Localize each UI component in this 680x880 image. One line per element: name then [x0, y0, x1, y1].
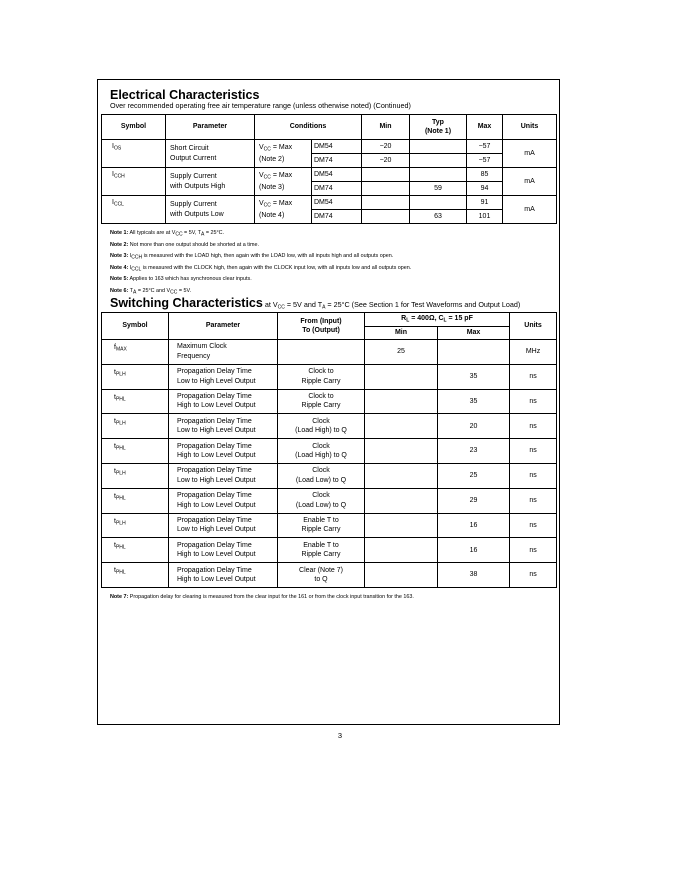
switching-min: 25 — [365, 340, 438, 365]
value-min — [362, 210, 410, 224]
value-max: −57 — [467, 154, 503, 168]
switching-symbol — [102, 340, 169, 365]
note-line — [110, 251, 411, 263]
switching-max: 20 — [438, 414, 510, 439]
note-label: Note 6: — [110, 287, 129, 294]
note-sub-1: A — [132, 289, 137, 295]
sw-cond-sub1: CC — [277, 304, 285, 311]
switching-max: 16 — [438, 513, 510, 538]
note-text-mid: = 5V, T — [182, 230, 201, 236]
symbol-letter: I — [112, 199, 114, 206]
condition-v: V — [259, 143, 264, 151]
value-typ: 59 — [410, 182, 467, 196]
switching-max — [438, 340, 510, 365]
symbol-letter: t — [114, 542, 116, 550]
parameter-line-2: High to Low Level Output — [177, 551, 256, 559]
switching-from-to — [278, 463, 365, 488]
from-line-1: Clock — [312, 442, 330, 450]
switching-symbol — [102, 538, 169, 563]
switching-max: 35 — [438, 364, 510, 389]
value-typ — [410, 168, 467, 182]
note-text-pre: T — [129, 287, 133, 294]
parameter-line-1: Propagation Delay Time — [177, 392, 252, 400]
switching-symbol — [102, 439, 169, 464]
sw-hdr-from — [278, 313, 365, 340]
sw-load-pre: R — [401, 314, 407, 322]
electrical-parameter — [166, 196, 255, 224]
switching-row — [102, 340, 557, 365]
switching-units: ns — [510, 364, 557, 389]
switching-max: 38 — [438, 563, 510, 588]
value-max: 101 — [467, 210, 503, 224]
switching-from-to — [278, 439, 365, 464]
condition-note: (Note 3) — [259, 183, 285, 191]
parameter-line-1: Propagation Delay Time — [177, 368, 252, 376]
symbol-subscript: PHL — [115, 445, 126, 452]
value-min — [362, 182, 410, 196]
switching-symbol — [102, 389, 169, 414]
switching-units: ns — [510, 414, 557, 439]
electrical-row — [102, 196, 557, 210]
from-line-2: to Q — [314, 576, 328, 584]
symbol-letter: t — [114, 492, 116, 500]
device-dm74: DM74 — [312, 154, 362, 168]
switching-from-to — [278, 563, 365, 588]
parameter-line-1: Propagation Delay Time — [177, 467, 252, 475]
switching-row — [102, 439, 557, 464]
parameter-line-1: Maximum Clock — [177, 343, 227, 351]
condition-post: = Max — [270, 171, 293, 179]
condition-note: (Note 2) — [259, 155, 285, 163]
switching-parameter — [169, 513, 278, 538]
symbol-subscript: PHL — [115, 396, 126, 403]
device-dm74: DM74 — [312, 182, 362, 196]
switching-symbol — [102, 414, 169, 439]
symbol-subscript: PHL — [115, 569, 126, 576]
switching-units: ns — [510, 488, 557, 513]
value-typ — [410, 140, 467, 154]
electrical-symbol — [102, 196, 166, 224]
switching-conditions — [263, 300, 520, 309]
note-7-text: Propagation delay for clearing is measured from the clear input for the 161 or from the clock input transition for the 163. — [129, 594, 414, 600]
switching-symbol — [102, 488, 169, 513]
from-line-1: Clock — [312, 492, 330, 500]
condition-v: V — [259, 199, 264, 207]
note-line — [110, 228, 411, 240]
switching-units: ns — [510, 513, 557, 538]
switching-from-to — [278, 488, 365, 513]
sw-hdr-max: Max — [438, 327, 510, 340]
note-text-pre: All typicals are at V — [129, 230, 176, 236]
symbol-letter: t — [114, 418, 116, 426]
switching-units: ns — [510, 463, 557, 488]
switching-table — [101, 312, 557, 588]
from-line-2: (Load High) to Q — [295, 452, 347, 460]
value-min — [362, 196, 410, 210]
parameter-line-1: Propagation Delay Time — [177, 442, 252, 450]
parameter-line-1: Propagation Delay Time — [177, 566, 252, 574]
parameter-line-1: Supply Current — [170, 173, 217, 180]
from-line-1: Clock to — [308, 368, 334, 376]
switching-from-to — [278, 513, 365, 538]
from-line-2: (Load High) to Q — [295, 427, 347, 435]
symbol-subscript: PLH — [115, 420, 126, 427]
switching-from-to — [278, 538, 365, 563]
parameter-line-1: Propagation Delay Time — [177, 516, 252, 524]
note-text-mid: = 25°C and V — [136, 287, 171, 294]
electrical-symbol — [102, 140, 166, 168]
value-min: −20 — [362, 140, 410, 154]
switching-min — [365, 513, 438, 538]
notes-block — [110, 228, 411, 297]
note-line — [110, 240, 411, 252]
switching-from-to — [278, 364, 365, 389]
switching-row — [102, 389, 557, 414]
switching-units: ns — [510, 563, 557, 588]
switching-min — [365, 439, 438, 464]
electrical-row — [102, 140, 557, 154]
condition-note: (Note 4) — [259, 211, 285, 219]
note-label: Note 3: — [110, 253, 129, 259]
from-line-1: Clear (Note 7) — [299, 566, 343, 574]
value-units: mA — [503, 196, 557, 224]
parameter-line-1: Propagation Delay Time — [177, 541, 252, 549]
symbol-letter: t — [114, 517, 116, 525]
switching-min — [365, 538, 438, 563]
hdr-typ-note: (Note 1) — [424, 128, 452, 135]
sw-hdr-parameter: Parameter — [169, 313, 278, 340]
device-dm54: DM54 — [312, 196, 362, 210]
note-sub-2: CC — [170, 289, 178, 295]
from-line-1: Enable T to — [303, 516, 339, 524]
from-line-1: Clock — [312, 417, 330, 425]
switching-parameter — [169, 364, 278, 389]
from-line-2: (Load Low) to Q — [295, 501, 347, 509]
condition-sub: CC — [263, 146, 271, 153]
switching-min — [365, 463, 438, 488]
sw-load-post: = 15 pF — [446, 314, 473, 322]
symbol-subscript: OS — [113, 145, 122, 152]
sw-load-sub2: L — [443, 317, 447, 323]
switching-units: ns — [510, 538, 557, 563]
value-min — [362, 168, 410, 182]
switching-parameter — [169, 439, 278, 464]
hdr-typ — [410, 115, 467, 140]
switching-max: 35 — [438, 389, 510, 414]
parameter-line-1: Short Circuit — [170, 145, 209, 152]
value-max: 94 — [467, 182, 503, 196]
parameter-line-2: Output Current — [170, 154, 217, 162]
parameter-line-1: Propagation Delay Time — [177, 492, 252, 500]
hdr-typ-label: Typ — [432, 118, 444, 126]
parameter-line-2: High to Low Level Output — [177, 402, 256, 410]
electrical-parameter — [166, 168, 255, 196]
note-text-pre: I — [129, 253, 132, 259]
switching-symbol — [102, 463, 169, 488]
switching-min — [365, 414, 438, 439]
electrical-symbol — [102, 168, 166, 196]
symbol-subscript: MAX — [115, 346, 127, 353]
note-text-mid: is measured with the LOAD high, then again with the LOAD low, with all inputs high and all outputs open. — [142, 253, 394, 259]
parameter-line-1: Propagation Delay Time — [177, 417, 252, 425]
symbol-letter: t — [114, 393, 116, 401]
switching-symbol — [102, 513, 169, 538]
switching-row — [102, 414, 557, 439]
note-sub-1: CCL — [131, 266, 142, 272]
switching-from-to — [278, 340, 365, 365]
parameter-line-2: High to Low Level Output — [177, 501, 256, 509]
hdr-parameter: Parameter — [166, 115, 255, 140]
electrical-row — [102, 168, 557, 182]
switching-symbol — [102, 364, 169, 389]
note-sub-1: CC — [175, 231, 183, 238]
from-line-2: (Load Low) to Q — [295, 476, 347, 484]
sw-hdr-from-1: From (Input) — [300, 317, 342, 325]
switching-row — [102, 563, 557, 588]
condition-sub: CC — [263, 202, 271, 209]
note-line — [110, 263, 411, 275]
parameter-line-2: Low to High Level Output — [177, 476, 256, 484]
symbol-subscript: CCL — [113, 201, 124, 208]
sw-hdr-load — [365, 313, 510, 327]
hdr-units: Units — [503, 115, 557, 140]
parameter-line-2: with Outputs High — [170, 182, 226, 190]
switching-row — [102, 463, 557, 488]
hdr-symbol: Symbol — [102, 115, 166, 140]
switching-parameter — [169, 538, 278, 563]
sw-cond-mid: = 5V and T — [284, 300, 323, 309]
switching-max: 25 — [438, 463, 510, 488]
switching-parameter — [169, 488, 278, 513]
parameter-line-2: Low to High Level Output — [177, 526, 256, 534]
value-min: −20 — [362, 154, 410, 168]
note-sub-2: A — [201, 231, 205, 238]
electrical-condition — [255, 196, 312, 224]
switching-max: 16 — [438, 538, 510, 563]
from-line-1: Clock — [312, 467, 330, 475]
switching-parameter — [169, 389, 278, 414]
symbol-letter: t — [114, 368, 116, 376]
note-7 — [110, 592, 414, 602]
condition-post: = Max — [270, 143, 293, 151]
switching-row — [102, 488, 557, 513]
note-7-label: Note 7: — [110, 594, 129, 600]
switching-units: ns — [510, 439, 557, 464]
symbol-subscript: PLH — [115, 520, 126, 527]
switching-units: MHz — [510, 340, 557, 365]
switching-max: 23 — [438, 439, 510, 464]
symbol-letter: t — [114, 467, 116, 475]
from-line-2: Ripple Carry — [301, 377, 341, 385]
symbol-subscript: PLH — [115, 470, 126, 477]
from-line-2: Ripple Carry — [301, 402, 341, 410]
note-text-mid: is measured with the CLOCK high, then again with the CLOCK input low, with all inputs low and all outputs open. — [141, 264, 412, 271]
note-label: Note 1: — [110, 230, 129, 236]
value-units: mA — [503, 140, 557, 168]
symbol-subscript: PLH — [115, 371, 126, 378]
page-number: 3 — [337, 731, 343, 740]
value-max: 85 — [467, 168, 503, 182]
note-text-post: = 5V. — [177, 287, 192, 294]
sw-cond-pre: at V — [262, 300, 278, 309]
switching-min — [365, 563, 438, 588]
hdr-max: Max — [467, 115, 503, 140]
electrical-condition — [255, 168, 312, 196]
sw-load-mid: = 400Ω, C — [409, 314, 444, 322]
switching-parameter — [169, 414, 278, 439]
switching-max: 29 — [438, 488, 510, 513]
sw-hdr-symbol: Symbol — [102, 313, 169, 340]
condition-post: = Max — [270, 199, 293, 207]
from-line-2: Ripple Carry — [301, 551, 341, 559]
note-label: Note 2: — [110, 241, 129, 248]
parameter-line-2: High to Low Level Output — [177, 576, 256, 584]
parameter-line-2: High to Low Level Output — [177, 452, 256, 460]
switching-min — [365, 488, 438, 513]
switching-from-to — [278, 389, 365, 414]
note-text-pre: I — [129, 264, 132, 271]
electrical-table — [101, 114, 557, 224]
sw-hdr-units: Units — [510, 313, 557, 340]
switching-heading — [110, 294, 520, 312]
parameter-line-2: Low to High Level Output — [177, 377, 256, 385]
sw-load-sub1: L — [406, 317, 410, 323]
sw-hdr-from-2: To (Output) — [302, 327, 340, 334]
switching-from-to — [278, 414, 365, 439]
switching-row — [102, 364, 557, 389]
sw-cond-sub2: A — [322, 304, 326, 311]
symbol-letter: f — [114, 344, 116, 351]
device-dm54: DM54 — [312, 168, 362, 182]
note-line — [110, 274, 411, 286]
device-dm54: DM54 — [312, 140, 362, 154]
value-typ: 63 — [410, 210, 467, 224]
symbol-subscript: PHL — [115, 495, 126, 502]
switching-row — [102, 513, 557, 538]
symbol-letter: t — [114, 443, 116, 451]
parameter-line-2: with Outputs Low — [170, 210, 224, 218]
condition-v: V — [259, 171, 264, 179]
note-text-post: = 25°C. — [204, 230, 225, 236]
symbol-subscript: PHL — [115, 544, 126, 551]
electrical-header-row — [102, 115, 557, 140]
condition-sub: CC — [263, 174, 271, 181]
symbol-subscript: CCH — [113, 173, 125, 180]
electrical-condition — [255, 140, 312, 168]
switching-min — [365, 364, 438, 389]
parameter-line-1: Supply Current — [170, 201, 217, 208]
sw-hdr-min: Min — [365, 327, 438, 340]
hdr-conditions: Conditions — [255, 115, 362, 140]
device-dm74: DM74 — [312, 210, 362, 224]
from-line-1: Clock to — [308, 392, 334, 400]
note-sub-1: CCH — [131, 254, 143, 261]
electrical-title: Electrical Characteristics — [110, 88, 260, 102]
symbol-letter: I — [112, 143, 114, 150]
value-units: mA — [503, 168, 557, 196]
switching-min — [365, 389, 438, 414]
switching-parameter — [169, 563, 278, 588]
switching-units: ns — [510, 389, 557, 414]
symbol-letter: I — [112, 171, 114, 178]
value-max: −57 — [467, 140, 503, 154]
switching-parameter — [169, 340, 278, 365]
parameter-line-2: Low to High Level Output — [177, 427, 256, 435]
switching-parameter — [169, 463, 278, 488]
note-text-pre: Not more than one output should be shorted at a time. — [129, 241, 259, 248]
from-line-2: Ripple Carry — [301, 526, 341, 534]
value-max: 91 — [467, 196, 503, 210]
electrical-parameter — [166, 140, 255, 168]
switching-row — [102, 538, 557, 563]
switching-title: Switching Characteristics — [110, 296, 263, 310]
switching-symbol — [102, 563, 169, 588]
value-typ — [410, 196, 467, 210]
parameter-line-2: Frequency — [177, 352, 211, 360]
hdr-min: Min — [362, 115, 410, 140]
symbol-letter: t — [114, 567, 116, 575]
from-line-1: Enable T to — [303, 541, 339, 549]
switching-header-row-1 — [102, 313, 557, 327]
value-typ — [410, 154, 467, 168]
electrical-subtitle: Over recommended operating free air temperature range (unless otherwise noted) (Continued) — [110, 101, 411, 110]
sw-cond-post: = 25°C (See Section 1 for Test Waveforms and Output Load) — [325, 300, 521, 309]
note-text-pre: Applies to 163 which has synchronous clear inputs. — [129, 276, 252, 282]
note-label: Note 4: — [110, 264, 129, 271]
note-label: Note 5: — [110, 276, 129, 282]
